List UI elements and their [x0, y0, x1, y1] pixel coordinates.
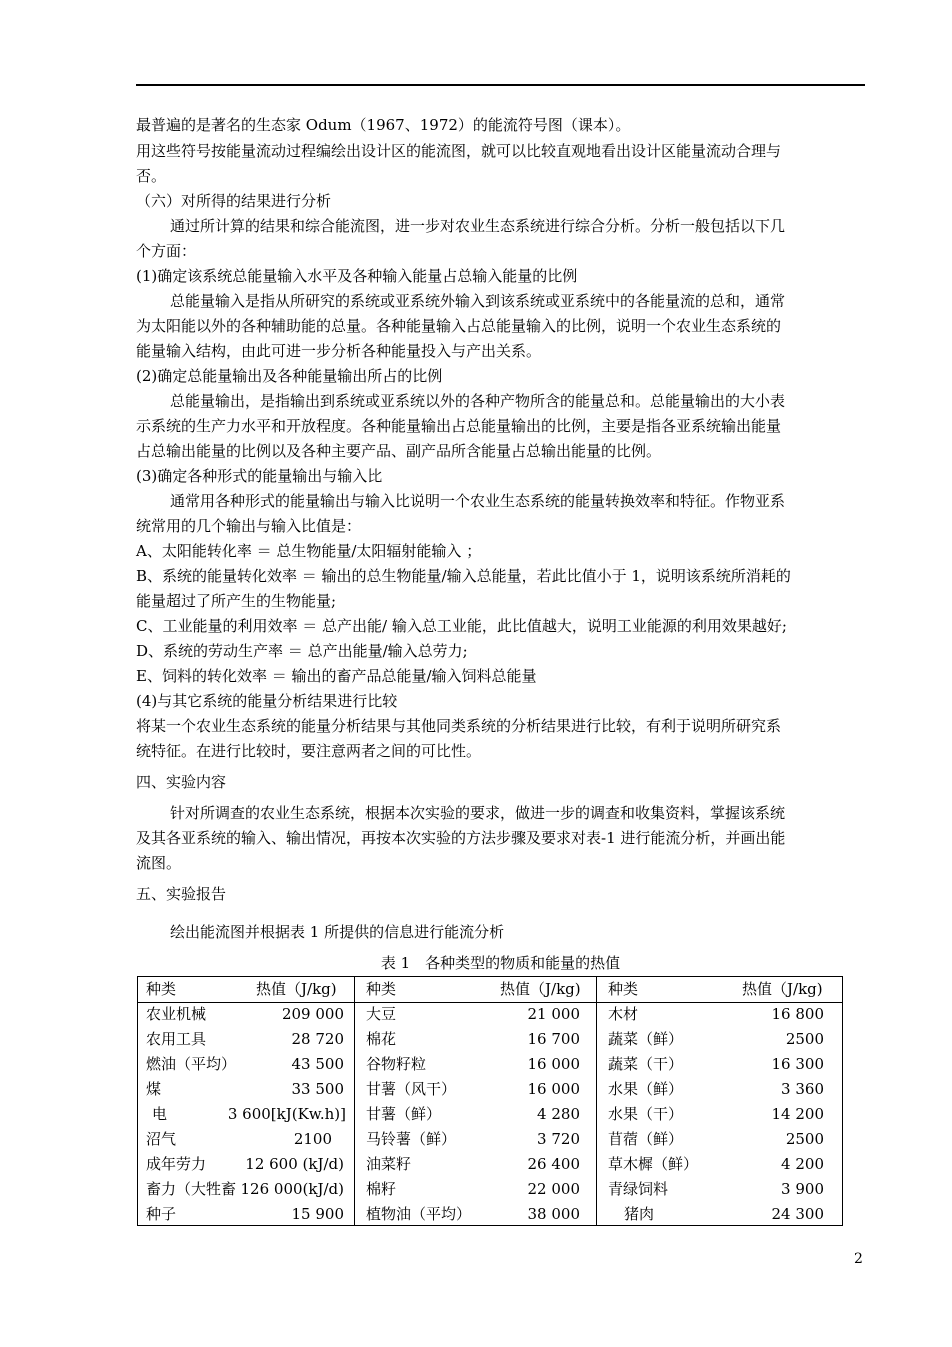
table-cell-type: 甘薯（鲜） [366, 1105, 442, 1123]
table-cell-value: 4 280 [537, 1105, 580, 1123]
paragraph-line: 流图。 [136, 854, 182, 872]
paragraph-line: 能量超过了所产生的生物能量; [136, 592, 337, 610]
table-cell-type: 畜力（大牲畜 [146, 1180, 237, 1198]
section-heading: 四、实验内容 [136, 773, 227, 791]
column-header-type: 种类 [366, 980, 397, 998]
column-header-value: 热值（J/kg) [256, 980, 337, 998]
formula-line: E、饲料的转化效率 ＝ 输出的畜产品总能量/输入饲料总能量 [136, 667, 537, 685]
table-cell-value: 4 200 [781, 1155, 824, 1173]
table-cell-type: 棉花 [366, 1030, 397, 1048]
energy-value-table [137, 976, 843, 1226]
paragraph-line: 用这些符号按能量流动过程编绘出设计区的能流图，就可以比较直观地看出设计区能量流动合理与 [136, 142, 782, 160]
table-cell-value: 15 900 [291, 1205, 344, 1223]
table-cell-type: 煤 [146, 1080, 162, 1098]
column-header-value: 热值（J/kg) [742, 980, 823, 998]
paragraph-line: 针对所调查的农业生态系统，根据本次实验的要求，做进一步的调查和收集资料，掌握该系统 [170, 804, 786, 822]
formula-line: C、工业能量的利用效率 ＝ 总产出能/ 输入总工业能，此比值越大，说明工业能源的利用效果越好; [136, 617, 787, 635]
paragraph-line: 及其各亚系统的输入、输出情况，再按本次实验的方法步骤及要求对表-1 进行能流分析，并画出能 [136, 829, 786, 847]
table-cell-type: 猪肉 [624, 1205, 655, 1223]
table-cell-type: 植物油（平均） [366, 1205, 472, 1223]
subsection-heading: (3)确定各种形式的能量输出与输入比 [136, 467, 383, 485]
table-cell-value: 209 000 [281, 1005, 344, 1023]
paragraph-line: 总能量输出，是指输出到系统或亚系统以外的各种产物所含的能量总和。总能量输出的大小表 [170, 392, 786, 410]
table-cell-value: 3 600[kJ(Kw.h)] [227, 1105, 346, 1123]
table-cell-value: 2500 [785, 1030, 824, 1048]
table-cell-value: 3 720 [537, 1130, 580, 1148]
paragraph-line: 总能量输入是指从所研究的系统或亚系统外输入到该系统或亚系统中的各能量流的总和，通常 [170, 292, 786, 310]
table-cell-value: 16 800 [771, 1005, 824, 1023]
paragraph-line: 通常用各种形式的能量输出与输入比说明一个农业生态系统的能量转换效率和特征。作物亚系 [170, 492, 786, 510]
table-cell-type: 苜蓿（鲜） [608, 1130, 684, 1148]
subsection-heading: (4)与其它系统的能量分析结果进行比较 [136, 692, 398, 710]
section-heading: 五、实验报告 [136, 885, 227, 903]
subsection-heading: (2)确定总能量输出及各种能量输出所占的比例 [136, 367, 443, 385]
paragraph-line: 统常用的几个输出与输入比值是： [136, 517, 362, 535]
table-cell-value: 2500 [785, 1130, 824, 1148]
table-cell-value: 38 000 [527, 1205, 580, 1223]
table-cell-type: 水果（干） [608, 1105, 684, 1123]
paragraph-line: 能量输入结构，由此可进一步分析各种能量投入与产出关系。 [136, 342, 542, 360]
table-cell-type: 农用工具 [146, 1030, 207, 1048]
paragraph-line: 最普遍的是著名的生态家 Odum（1967、1972）的能流符号图（课本）。 [136, 116, 631, 134]
subsection-heading: (1)确定该系统总能量输入水平及各种输入能量占总输入能量的比例 [136, 267, 578, 285]
section-heading: （六）对所得的结果进行分析 [136, 192, 332, 210]
table-cell-type: 种子 [146, 1205, 177, 1223]
table-cell-type: 蔬菜（干） [608, 1055, 684, 1073]
formula-line: A、太阳能转化率 ＝ 总生物能量/太阳辐射能输入 ； [136, 542, 482, 560]
table-cell-value: 24 300 [771, 1205, 824, 1223]
page-number: 2 [854, 1251, 863, 1267]
table-cell-value: 26 400 [527, 1155, 580, 1173]
table-cell-type: 蔬菜（鲜） [608, 1030, 684, 1048]
table-cell-type: 水果（鲜） [608, 1080, 684, 1098]
table-header-rule [138, 1002, 842, 1003]
paragraph-line: 统特征。在进行比较时，要注意两者之间的可比性。 [136, 742, 482, 760]
table-cell-value: 28 720 [291, 1030, 344, 1048]
table-cell-value: 43 500 [291, 1055, 344, 1073]
paragraph-line: 示系统的生产力水平和开放程度。各种能量输出占总能量输出的比例，主要是指各亚系统输出能量 [136, 417, 782, 435]
table-cell-value: 22 000 [527, 1180, 580, 1198]
table-cell-value: 16 000 [527, 1080, 580, 1098]
table-cell-value: 21 000 [527, 1005, 580, 1023]
formula-line: D、系统的劳动生产率 ＝ 总产出能量/输入总劳力; [136, 642, 468, 660]
table-cell-type: 谷物籽粒 [366, 1055, 427, 1073]
table-cell-type: 沼气 [146, 1130, 177, 1148]
column-divider [596, 977, 597, 1225]
table-cell-type: 电 [152, 1105, 168, 1123]
table-cell-value: 16 300 [771, 1055, 824, 1073]
paragraph-line: 占总输出能量的比例以及各种主要产品、副产品所含能量占总输出能量的比例。 [136, 442, 662, 460]
table-cell-type: 草木樨（鲜） [608, 1155, 699, 1173]
table-cell-type: 油菜籽 [366, 1155, 412, 1173]
table-cell-type: 马铃薯（鲜） [366, 1130, 457, 1148]
paragraph-line: 通过所计算的结果和综合能流图，进一步对农业生态系统进行综合分析。分析一般包括以下几 [170, 217, 786, 235]
paragraph-line: 否。 [136, 167, 167, 185]
column-header-type: 种类 [146, 980, 177, 998]
table-cell-value: 3 360 [781, 1080, 824, 1098]
table-cell-type: 青绿饲料 [608, 1180, 669, 1198]
paragraph-line: 个方面： [136, 242, 197, 260]
table-cell-value: 14 200 [771, 1105, 824, 1123]
column-divider [354, 977, 355, 1225]
table-cell-type: 棉籽 [366, 1180, 397, 1198]
paragraph-line: 为太阳能以外的各种辅助能的总量。各种能量输入占总能量输入的比例，说明一个农业生态系统的 [136, 317, 782, 335]
table-cell-type: 甘薯（风干） [366, 1080, 457, 1098]
formula-line: B、系统的能量转化效率 ＝ 输出的总生物能量/输入总能量，若此比值小于 1，说明该系统所消耗的 [136, 567, 791, 585]
paragraph-line: 将某一个农业生态系统的能量分析结果与其他同类系统的分析结果进行比较，有利于说明所研究系 [136, 717, 782, 735]
table-cell-type: 成年劳力 [146, 1155, 207, 1173]
header-rule [136, 84, 865, 86]
column-header-value: 热值（J/kg) [500, 980, 581, 998]
table-cell-type: 大豆 [366, 1005, 397, 1023]
table-cell-value: 2100 [293, 1130, 332, 1148]
table-cell-type: 木材 [608, 1005, 639, 1023]
table-cell-type: 农业机械 [146, 1005, 207, 1023]
column-header-type: 种类 [608, 980, 639, 998]
table-title: 表 1 各种类型的物质和能量的热值 [380, 954, 621, 972]
table-cell-value: 12 600 (kJ/d) [245, 1155, 344, 1173]
table-cell-value: 126 000(kJ/d) [240, 1180, 344, 1198]
paragraph-line: 绘出能流图并根据表 1 所提供的信息进行能流分析 [170, 923, 505, 941]
table-cell-value: 33 500 [291, 1080, 344, 1098]
table-cell-type: 燃油（平均） [146, 1055, 237, 1073]
table-cell-value: 3 900 [781, 1180, 824, 1198]
table-cell-value: 16 000 [527, 1055, 580, 1073]
table-cell-value: 16 700 [527, 1030, 580, 1048]
